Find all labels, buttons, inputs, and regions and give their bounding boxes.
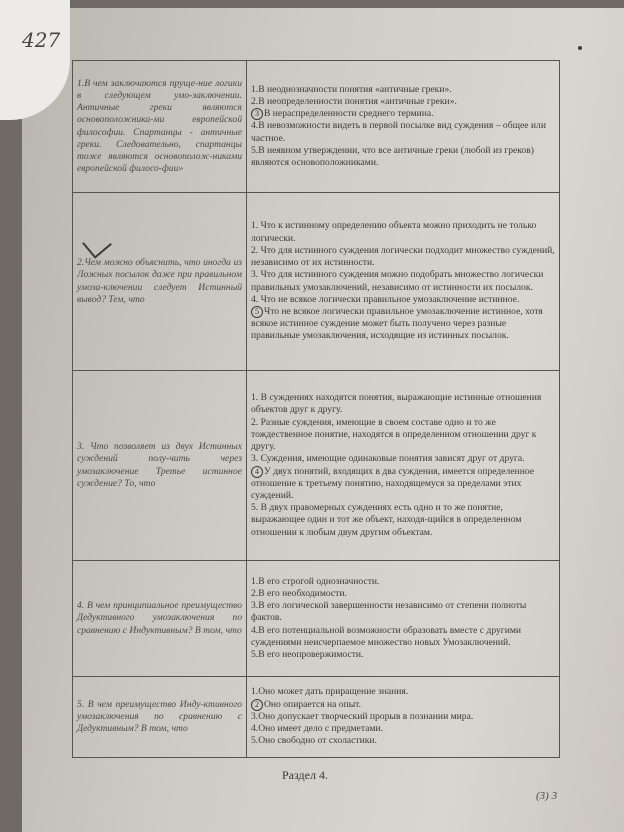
question-cell: 4. В чем принципиальное преимущество Дедуктивного умозаключения по сравнению с Индуктивным? В том, что bbox=[73, 561, 247, 677]
question-cell: 3. Что позволяет из двух Истинных суждений полу-чить через умозаключение Третье истинное суждение? То, что bbox=[73, 371, 247, 561]
answer-option-text: 3. Что для истинного суждения можно подобрать множество логически правильных умозаключений, независимо от истинности их посылок. bbox=[251, 269, 544, 293]
answer-option bbox=[251, 417, 555, 454]
answer-option-text: В нераспределенности среднего термина. bbox=[264, 108, 434, 120]
answer-option bbox=[251, 96, 555, 108]
answer-option-text: 4.В его потенциальной возможности образовать вместе с другими суждениями неисчерпаемое множество новых Умозаключений. bbox=[251, 624, 522, 648]
answers-cell bbox=[247, 677, 560, 758]
answer-option-text: 4.В невозможности видеть в первой посылке вид суждения – общее или частное. bbox=[251, 120, 546, 144]
answers-cell bbox=[247, 61, 560, 193]
answer-option-text: 1. В суждениях находятся понятия, выражающие истинные отношения объектов друг к другу. bbox=[251, 392, 542, 416]
section-title: Раздел 4. bbox=[282, 768, 328, 782]
answer-option bbox=[251, 84, 555, 96]
answer-option-text: 1.Оно может дать приращение знания. bbox=[251, 686, 409, 698]
answer-option-text: 4.Оно имеет дело с предметами. bbox=[251, 723, 383, 735]
answer-option bbox=[251, 502, 555, 539]
answer-option bbox=[251, 145, 555, 169]
answer-option-text: 4. Что не всякое логически правильное умозаключение истинное. bbox=[251, 293, 520, 305]
answer-option bbox=[251, 600, 555, 624]
answer-option bbox=[251, 269, 555, 293]
question-cell: 2.Чем можно объяснить, что иногда из Ложных посылок даже при правильном умоза-ключении следует Истинный вывод? Тем, что bbox=[73, 193, 247, 371]
answer-option bbox=[251, 245, 555, 269]
answer-option-text: 2. Разные суждения, имеющие в своем составе одно и то же тождественное понятие, находятся в определенном отношении друг к другу. bbox=[251, 416, 537, 453]
answer-option-text: 3.Оно допускает творческий прорыв в познании мира. bbox=[251, 710, 474, 722]
table-row bbox=[73, 677, 560, 758]
answer-option bbox=[251, 686, 555, 698]
table-row bbox=[73, 193, 560, 371]
answer-option-text: 1.В неоднозначности понятия «античные греки». bbox=[251, 83, 452, 95]
answer-option-text: 1.В его строгой однозначности. bbox=[251, 575, 380, 587]
answer-option bbox=[251, 220, 555, 244]
answers-cell bbox=[247, 561, 560, 677]
answer-option-text: У двух понятий, входящих в два суждения, имеется определенное отношение к третьему понятию, находящемуся за пределами этих суждений. bbox=[251, 465, 534, 501]
answer-option bbox=[251, 576, 555, 588]
circled-mark-icon: 5 bbox=[251, 306, 263, 318]
answer-option bbox=[251, 699, 555, 711]
answer-option bbox=[251, 625, 555, 649]
answer-option bbox=[251, 392, 555, 416]
answer-option bbox=[251, 108, 555, 120]
answer-option bbox=[251, 711, 555, 723]
ink-dot bbox=[578, 46, 582, 50]
answer-option-text: 5.В неявном утверждении, что все античные греки (любой из греков) являются основоположниками. bbox=[251, 144, 534, 168]
table-row bbox=[73, 371, 560, 561]
answer-option-text: 3. Суждения, имеющие одинаковые понятия зависят друг от друга. bbox=[251, 453, 525, 465]
table-row bbox=[73, 61, 560, 193]
answers-cell bbox=[247, 193, 560, 371]
question-cell: 1.В чем заключаются пруще-ние логики в следующем умо-заключении. Античные греки являются основоположника-ми европейской философии. Спартанцы - античные греки. Следовательно, спартанцы тоже являются основополож-никами европейской филосо-фии» bbox=[73, 61, 247, 193]
answer-option bbox=[251, 120, 555, 144]
circled-mark-icon: 2 bbox=[251, 699, 263, 711]
answer-option bbox=[251, 294, 555, 306]
answer-option-text: 5. В двух правомерных суждениях есть одно и то же понятие, выражающее один и тот же объект, находя-щийся в определенном отношении к любым двум другим объектам. bbox=[251, 502, 522, 538]
answer-option-text: 5.В его неопровержимости. bbox=[251, 649, 364, 660]
handwritten-corner-mark: 427 bbox=[22, 28, 61, 52]
table-row bbox=[73, 561, 560, 677]
answers-cell bbox=[247, 371, 560, 561]
answer-option-text: Что не всякое логически правильное умозаключение истинное, хотя всякое истинное суждение может быть получено через разные правильные умозаключения, исходящие из истинных посылок. bbox=[251, 305, 543, 342]
answer-option bbox=[251, 466, 555, 503]
answer-option bbox=[251, 723, 555, 735]
answer-option bbox=[251, 306, 555, 343]
circled-mark-icon: 3 bbox=[251, 108, 263, 120]
question-answer-table bbox=[72, 60, 560, 758]
answer-option-text: 5.Оно свободно от схоластики. bbox=[251, 735, 377, 747]
answer-option-text: Оно опирается на опыт. bbox=[264, 698, 362, 710]
answer-option bbox=[251, 453, 555, 465]
answer-option-text: 2.В его необходимости. bbox=[251, 587, 347, 599]
answer-option-text: 2.В неопределенности понятия «античные греки». bbox=[251, 95, 457, 107]
answer-option bbox=[251, 588, 555, 600]
answer-option bbox=[251, 649, 555, 661]
answer-option-text: 1. Что к истинному определению объекта можно приходить не только логически. bbox=[251, 220, 537, 244]
page-number: (3) 3 bbox=[536, 790, 558, 802]
circled-mark-icon: 4 bbox=[251, 466, 263, 478]
answer-option bbox=[251, 735, 555, 747]
answer-option-text: 2. Что для истинного суждения логически подходит множество суждений, независимо от их истинности. bbox=[251, 244, 555, 269]
answer-option-text: 3.В его логической завершенности независимо от степени полноты фактов. bbox=[251, 600, 527, 624]
question-cell: 5. В чем преимущество Инду-ктивного умозаключения по сравнению с Дедуктивным? В том, что bbox=[73, 677, 247, 758]
